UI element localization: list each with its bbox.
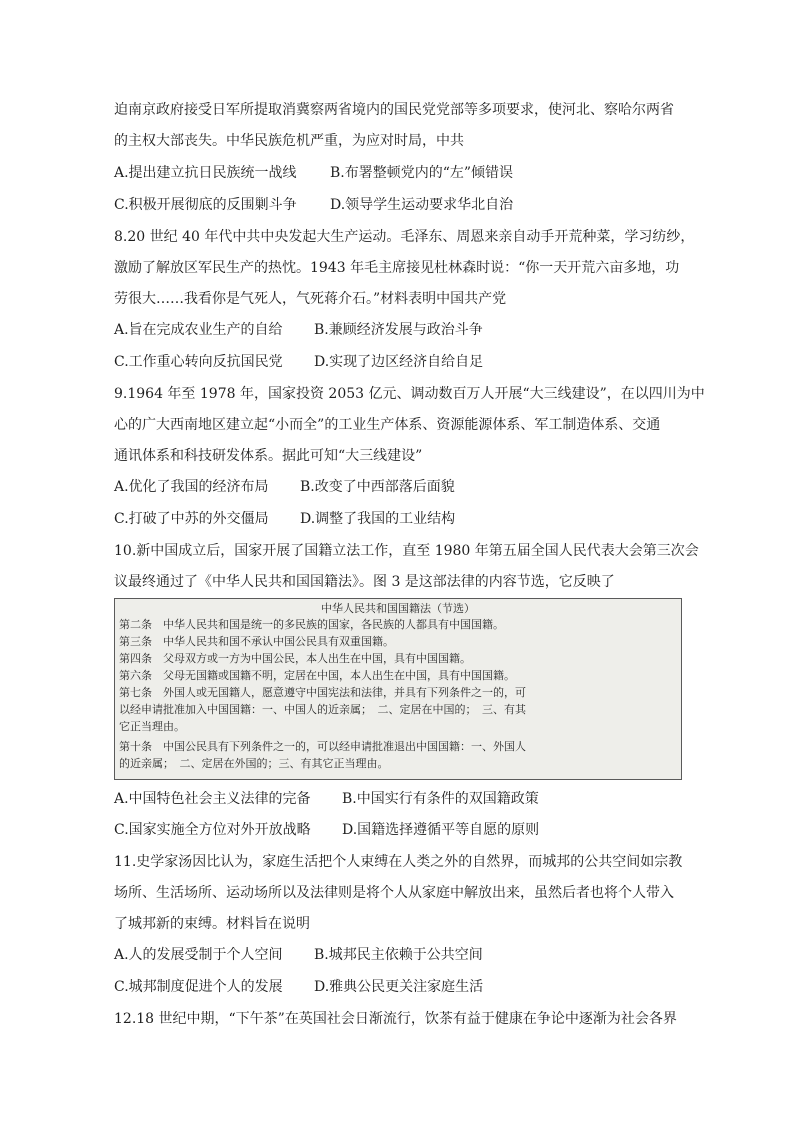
q9-option-d: D.调整了我国的工业结构: [300, 511, 456, 527]
figure-article-line: 第四条 父母双方或一方为中国公民，本人出生在中国，具有中国国籍。: [119, 652, 471, 665]
q9-option-c: C.打破了中苏的外交僵局: [114, 511, 269, 527]
q9-option-a: A.优化了我国的经济布局: [114, 479, 269, 495]
q10-option-c: C.国家实施全方位对外开放战略: [114, 822, 311, 838]
figure-article-line: 第三条 中华人民共和国不承认中国公民具有双重国籍。: [119, 635, 394, 648]
figure-article-line: 它正当理由。: [119, 720, 185, 733]
q11-option-b: B.城邦民主依赖于公共空间: [314, 947, 483, 963]
figure-article-line: 第十条 中国公民具有下列条件之一的，可以经申请批准退出中国国籍：一、外国人: [119, 740, 526, 753]
figure-article-line: 的近亲属； 二、定居在外国的；三、有其它正当理由。: [119, 757, 389, 770]
q9-stem-line: 心的广大西南地区建立起“小而全”的工业生产体系、资源能源体系、军工制造体系、交通: [114, 417, 661, 433]
figure-article-line: 第二条 中华人民共和国是统一的多民族的国家，各民族的人都具有中国国籍。: [119, 618, 504, 631]
figure-article-line: 第七条 外国人或无国籍人，愿意遵守中国宪法和法律，并具有下列条件之一的，可: [119, 686, 526, 699]
q10-option-d: D.国籍选择遵循平等自愿的原则: [342, 822, 540, 838]
nationality-law-excerpt-figure: [114, 598, 682, 780]
figure-article-line: 以经申请批准加入中国国籍：一、中国人的近亲属； 二、定居在中国的； 三、有其: [119, 703, 526, 716]
q12-stem-line: 12.18 世纪中期，“下午茶”在英国社会日渐流行，饮茶有益于健康在争论中逐渐为社会各界: [114, 1011, 677, 1027]
q10-option-b: B.中国实行有条件的双国籍政策: [342, 791, 539, 807]
q10-stem-line: 议最终通过了《中华人民共和国国籍法》。图 3 是这部法律的内容节选，它反映了: [114, 574, 615, 590]
q7-option-d: D.领导学生运动要求华北自治: [330, 197, 514, 213]
q9-stem-line: 9.1964 年至 1978 年，国家投资 2053 亿元、调动数百万人开展“大三线建设”，在以四川为中: [114, 386, 705, 402]
q8-option-a: A.旨在完成农业生产的自给: [114, 322, 283, 338]
figure-article-line: 第六条 父母无国籍或国籍不明，定居在中国，本人出生在中国，具有中国国籍。: [119, 669, 515, 682]
q8-stem-line: 8.20 世纪 40 年代中共中央发起大生产运动。毛泽东、周恩来亲自动手开荒种菜，学习纺纱，: [114, 229, 695, 245]
q11-option-a: A.人的发展受制于个人空间: [114, 947, 283, 963]
q8-option-d: D.实现了边区经济自给自足: [314, 354, 484, 370]
q11-stem-line: 11.史学家汤因比认为，家庭生活把个人束缚在人类之外的自然界，而城邦的公共空间如宗教: [114, 854, 683, 870]
q8-option-c: C.工作重心转向反抗国民党: [114, 354, 283, 370]
q11-option-c: C.城邦制度促进个人的发展: [114, 979, 283, 995]
q11-stem-line: 场所、生活场所、运动场所以及法律则是将个人从家庭中解放出来，虽然后者也将个人带入: [114, 885, 674, 901]
q11-option-d: D.雅典公民更关注家庭生活: [314, 979, 484, 995]
q10-option-a: A.中国特色社会主义法律的完备: [114, 791, 311, 807]
q7-option-a: A.提出建立抗日民族统一战线: [114, 165, 297, 181]
q9-stem-line: 通讯体系和科技研发体系。据此可知“大三线建设”: [114, 448, 423, 464]
figure-title: 中华人民共和国国籍法（节选）: [321, 602, 475, 615]
q7-option-b: B.布署整顿党内的“左”倾错误: [330, 165, 514, 181]
q8-option-b: B.兼顾经济发展与政治斗争: [314, 322, 483, 338]
q9-option-b: B.改变了中西部落后面貌: [300, 479, 455, 495]
q10-stem-line: 10.新中国成立后，国家开展了国籍立法工作，直至 1980 年第五届全国人民代表大会第三次会: [114, 543, 699, 559]
q8-stem-line: 劳很大……我看你是气死人，气死蒋介石。”材料表明中国共产党: [114, 291, 507, 307]
q7-stem-line: 的主权大部丧失。中华民族危机严重，为应对时局，中共: [114, 133, 464, 149]
q7-stem-line: 迫南京政府接受日军所提取消冀察两省境内的国民党党部等多项要求，使河北、察哈尔两省: [114, 102, 674, 118]
q8-stem-line: 激励了解放区军民生产的热忱。1943 年毛主席接见杜林森时说：“你一天开荒六亩多地，功: [114, 260, 680, 276]
q11-stem-line: 了城邦新的束缚。材料旨在说明: [114, 916, 310, 932]
q7-option-c: C.积极开展彻底的反围剿斗争: [114, 197, 297, 213]
